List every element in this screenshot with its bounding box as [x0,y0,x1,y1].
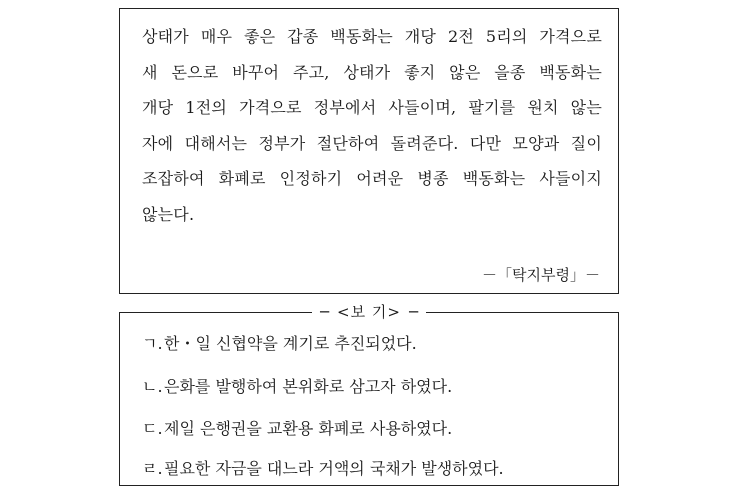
passage-text [142,19,602,232]
option-marker: ㄹ. [142,459,163,478]
option-text: 제일 은행권을 교환용 화폐로 사용하였다. [164,419,453,438]
passage-line: 자에 대해서는 정부가 절단하여 돌려준다. 다만 모양과 질이 [142,133,602,153]
passage-source: －「탁지부령」－ [482,266,600,284]
option-text: 한・일 신협약을 계기로 추진되었다. [164,334,417,353]
header-dash-right: ─ [405,303,422,321]
passage-line: 상태가 매우 좋은 갑종 백동화는 개당 2전 5리의 가격으로 [142,27,602,46]
header-dash-left: ─ [316,303,333,321]
passage-line: 개당 1전의 가격으로 정부에서 사들이며, 팔기를 원치 않는 [142,98,602,117]
options-box [119,303,619,486]
option-marker: ㄷ. [142,419,163,438]
option-item-b [142,374,452,397]
option-item-a [142,331,417,354]
option-marker: ㄴ. [142,377,163,396]
passage-box [119,8,619,294]
option-text: 은화를 발행하여 본위화로 삼고자 하였다. [164,377,453,396]
passage-line: 새 돈으로 바꾸어 주고, 상태가 좋지 않은 을종 백동화는 [142,62,602,82]
option-item-c [142,416,452,439]
passage-line: 않는다. [142,204,195,224]
option-marker: ㄱ. [142,334,163,353]
passage-line: 조잡하여 화폐로 인정하기 어려운 병종 백동화는 사들이지 [142,169,602,188]
option-item-d [142,456,504,479]
options-header [120,302,618,322]
options-header-label [312,303,426,321]
header-text: <보 기> [333,303,405,321]
option-text: 필요한 자금을 대느라 거액의 국채가 발생하였다. [164,459,504,478]
